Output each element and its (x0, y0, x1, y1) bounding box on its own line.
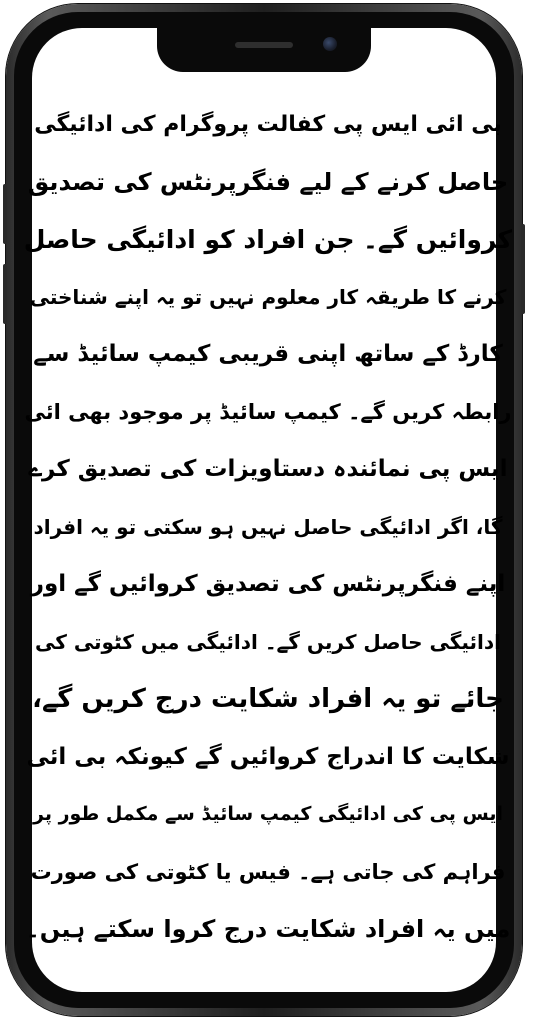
article-line: شکایت کا اندراج کروائیں گے کیونکہ بی ائی (26, 743, 510, 770)
side-button (521, 224, 525, 314)
speaker-grille (235, 42, 293, 48)
article-line: میں یہ افراد شکایت درج کروا سکتے ہیں۔ (25, 915, 511, 943)
article-line: ایس پی نمائندہ دستاویزات کی تصدیق کرے (28, 456, 508, 482)
article-line: رابطہ کریں گے۔ کیمپ سائیڈ پر موجود بھی ائی (24, 399, 512, 424)
article-line: بی ائی ایس پی کفالت پروگرام کی ادائیگی (34, 112, 502, 137)
front-camera-icon (323, 37, 337, 51)
article-text (24, 96, 512, 959)
article-line: کرنے کا طریقہ کار معلوم نہیں تو یہ اپنے شناختی (29, 284, 507, 309)
article-line: ایس پی کی ادائیگی کیمپ سائیڈ سے مکمل طور پر (33, 803, 503, 825)
article-line: گا، اگر ادائیگی حاصل نہیں ہو سکتی تو یہ افراد (33, 514, 503, 539)
article-line: کارڈ کے ساتھ اپنی قریبی کیمپ سائیڈ سے (33, 341, 503, 367)
article-line: اپنے فنگرپرنٹس کی تصدیق کروائیں گے اور (30, 571, 506, 597)
article-line: ادائیگی حاصل کریں گے۔ ادائیگی میں کٹوتی کی (34, 629, 501, 654)
article-line: فراہم کی جاتی ہے۔ فیس یا کٹوتی کی صورت (30, 859, 506, 884)
notch (157, 28, 371, 72)
article-line: کروائیں گے۔ جن افراد کو ادائیگی حاصل (23, 225, 512, 254)
article-line: حاصل کرنے کے لیے فنگرپرنٹس کی تصدیق (27, 167, 509, 196)
side-button (3, 264, 7, 324)
article-line: جائے تو یہ افراد شکایت درج کریں گے، (32, 684, 504, 714)
side-button (3, 184, 7, 244)
